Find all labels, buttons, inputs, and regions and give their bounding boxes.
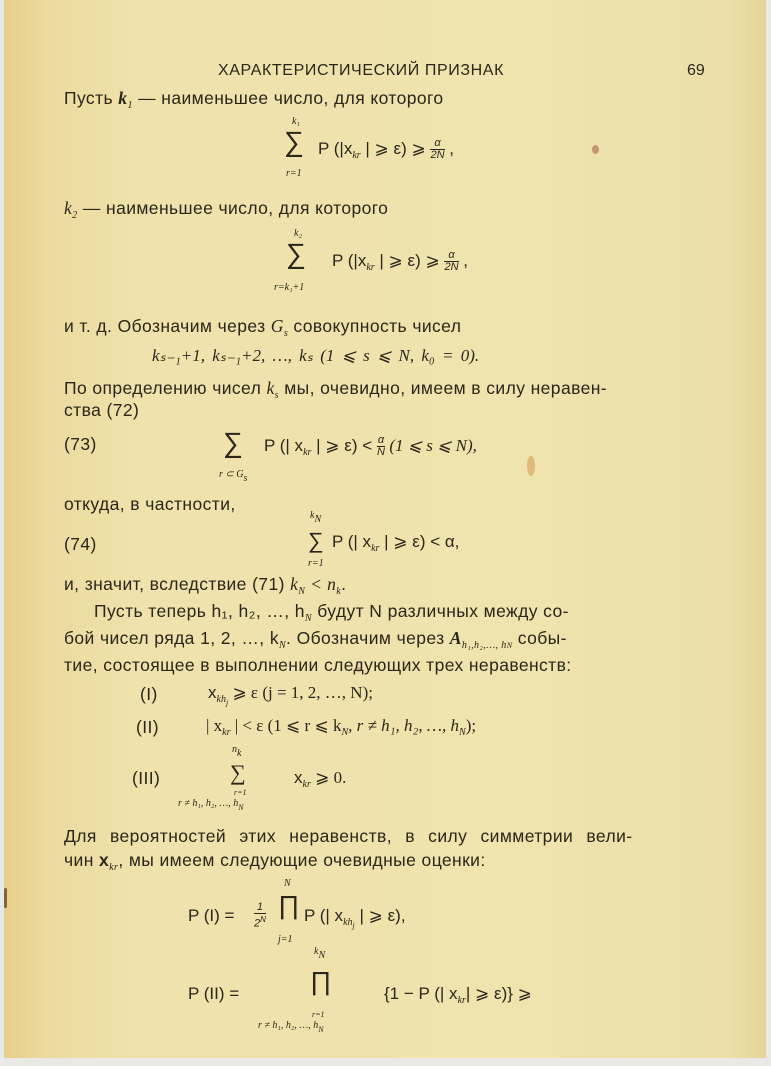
text-line-6: ства (72) — [64, 400, 140, 420]
binding-mark — [4, 888, 7, 908]
inequality-I: $x_{khj}$ ⩾ ε (j = 1, 2, …, N); — [208, 683, 373, 707]
inequality-II: | $x_{kr}$ | < ε (1 ⩽ r ⩽ $k_N$, r ≠ h₁, h₂, …, $h_N$); — [206, 716, 477, 738]
page-number: 69 — [687, 62, 705, 79]
text-line-1: Пусть $k_1$ — наименьшее число, для которого — [64, 88, 444, 111]
probability-I-estimate: P (I) = $\frac{1}{2^N}$ N ∏ j=1 P (| $x_{khj}$ | ⩾ ε), — [188, 878, 406, 945]
inequality-II-label: (II) — [136, 717, 159, 737]
text-line-8: и, значит, вследствие (71) $k_N < n_k$. — [64, 574, 347, 597]
text-line-5: По определению чисел $k_s$ мы, очевидно, имеем в силу неравен- — [64, 378, 607, 401]
book-page — [4, 0, 766, 1058]
equation-73-label: (73) — [64, 434, 97, 454]
text-line-12: Для вероятностей этих неравенств, в силу симметрии вели- — [64, 826, 633, 846]
index-range: kₛ₋₁+1, kₛ₋₁+2, …, kₛ (1 ⩽ s ⩽ N, k₀ = 0). — [152, 346, 480, 365]
probability-II-estimate: P (II) = kN ∏ r=1 r ≠ h₁, h₂, …, $h_N$ {1 − P (| $x_{kr}|$ ⩾ ε)} ⩾ — [188, 946, 532, 1034]
equation-73: ∑ r ⊂ Gs P (| $x_{kr}$ | ⩾ ε) < $\frac{\alpha}{N}$ (1 ⩽ s ⩽ N), — [219, 427, 477, 484]
ink-stain — [592, 145, 599, 154]
text-line-7: откуда, в частности, — [64, 494, 236, 514]
equation-1: k₁ ∑ r=1 P ($|x_{kr}$ | ⩾ ε) ⩾ $\frac{\alpha}{2N}$ , — [284, 116, 454, 179]
equation-2: k₂ ∑ r=k₁+1 P ($|x_{kr}$ | ⩾ ε) ⩾ $\frac{\alpha}{2N}$ , — [274, 228, 468, 293]
equation-74-label: (74) — [64, 534, 97, 554]
text-line-3: и т. д. Обозначим через $G_s$ совокупность чисел — [64, 316, 462, 339]
inequality-III: nk ∑ r=1 r ≠ h₁, h₂, …, $h_N$ $x_{kr}$ ⩾ 0. — [178, 744, 347, 812]
text-line-10: бой чисел ряда 1, 2, …, $k_N$. Обозначим через $A_{h_1,h_2,\dots, hN}$ собы- — [64, 628, 567, 651]
running-header: ХАРАКТЕРИСТИЧЕСКИЙ ПРИЗНАК — [218, 62, 504, 79]
text-line-11: тие, состоящее в выполнении следующих трех неравенств: — [64, 655, 572, 675]
text-line-13: чин $x_{kr}$, мы имеем следующие очевидные оценки: — [64, 850, 486, 873]
inequality-I-label: (I) — [140, 684, 158, 704]
inequality-III-label: (III) — [132, 768, 161, 788]
text-line-2: $k_2$ — наименьшее число, для которого — [64, 198, 389, 221]
equation-74: kN ∑ r=1 P (| $x_{kr}$ | ⩾ ε) < α, — [308, 510, 460, 569]
text-line-9: Пусть теперь h₁, h₂, …, $h_N$ будут N различных между со- — [94, 601, 569, 624]
